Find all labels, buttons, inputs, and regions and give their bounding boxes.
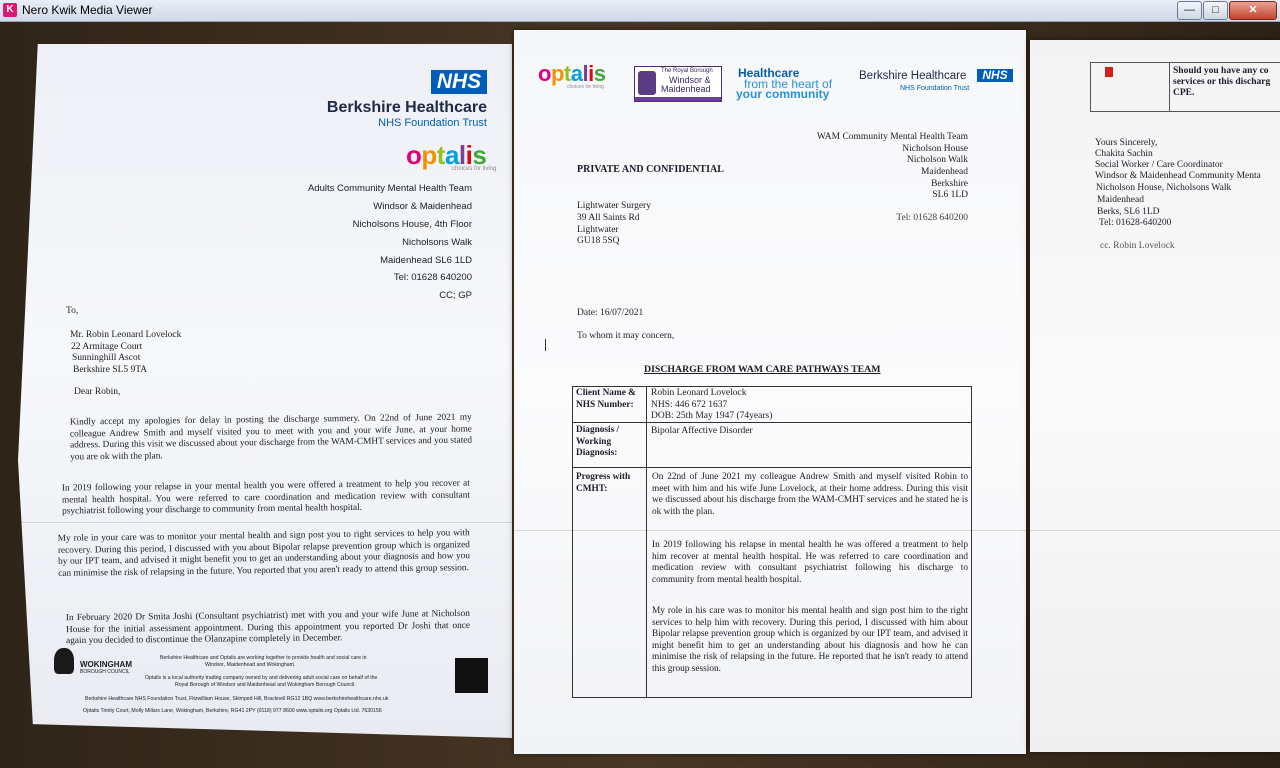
- address-line: Tel: 01628 640200: [393, 272, 472, 283]
- nhs-number: NHS: 446 672 1637: [651, 399, 728, 410]
- footer-line: Optalis is a local authority trading company owned by and delivering adult social care on behalf of the: [145, 675, 378, 681]
- address-line: Nicholsons House, 4th Floor: [352, 219, 472, 230]
- signoff-line: Chakita Sachin: [1095, 149, 1153, 159]
- rbwm-crest-icon: [638, 71, 656, 95]
- address-line: SL6 1LD: [932, 190, 968, 200]
- confidential-label: PRIVATE AND CONFIDENTIAL: [577, 164, 724, 175]
- surgery-line: GU18 5SQ: [577, 236, 620, 246]
- heart-logo-line: Healthcare: [738, 66, 800, 80]
- whom-line: To whom it may concern,: [577, 331, 675, 341]
- surgery-line: Lightwater: [577, 225, 619, 235]
- table-cell-label: Diagnosis / Working Diagnosis:: [572, 422, 647, 468]
- progress-paragraph: In 2019 following his relapse in mental health he was offered a treatment to help him recover at mental health hospital. He was referred to care coordination and medication review with consultant psychiatrist following his discharge to community from mental health hospital.: [652, 540, 968, 585]
- date-line: Date: 16/07/2021: [577, 308, 644, 318]
- address-line: Windsor & Maidenhead: [373, 201, 472, 212]
- close-button[interactable]: ✕: [1229, 1, 1277, 20]
- recipient-line: Berkshire SL5 9TA: [73, 365, 148, 375]
- surgery-line: 39 All Saints Rd: [577, 213, 640, 223]
- tel-line: Tel: 01628 640200: [896, 213, 968, 223]
- window-title: Nero Kwik Media Viewer: [22, 3, 153, 17]
- to-line: To,: [66, 306, 79, 316]
- council-name: WOKINGHAM: [80, 660, 132, 669]
- heart-logo-line: your community: [736, 87, 830, 101]
- table-cell-value: [646, 467, 972, 698]
- rbwm-text: The Royal Borough: [661, 68, 713, 74]
- heart-logo-line: from the heart of: [744, 77, 833, 91]
- text-cursor: [545, 339, 546, 351]
- contact-box: [1090, 62, 1280, 112]
- rbwm-text: Windsor &: [669, 75, 711, 85]
- address-line: Berkshire: [931, 179, 968, 189]
- org-name: Berkshire Healthcare: [326, 99, 487, 116]
- cc-line: CC; GP: [439, 290, 472, 301]
- diagnosis: Bipolar Affective Disorder: [651, 426, 753, 436]
- bh-name: Berkshire Healthcare: [859, 70, 967, 82]
- address-line: Maidenhead SL6 1LD: [380, 255, 472, 266]
- contact-box-line: CPE.: [1173, 88, 1195, 98]
- salutation: Dear Robin,: [74, 387, 121, 397]
- address-line: Nicholson Walk: [906, 155, 968, 165]
- signoff-line: Yours Sincerely,: [1095, 138, 1158, 148]
- body-paragraph: My role in your care was to monitor your mental health and sign post you to right services to help you with recovery. During this period, I discussed with you about Bipolar relapse prevention group which is organized by our IPT team, and advised it might benefit you to get an understanding about your diagnosis and how you can minimise the risk of relapsing in the future. You reported that you aren't ready to attend this group session.: [57, 528, 471, 579]
- progress-paragraph: My role in his care was to monitor his mental health and sign post him to the right services to help him with recovery. During this period, I discussed with him about Bipolar relapse prevention group which is organized by our IPT team, and advised it might benefit him to get an understanding about his diagnosis and how he can minimise the risk of relapsing in the future. He reported that he isn't ready to attend this group session.: [652, 606, 968, 674]
- rbwm-text: Maidenhead: [661, 84, 711, 94]
- address-line: WAM Community Mental Health Team: [816, 132, 968, 142]
- signoff-line: Social Worker / Care Coordinator: [1095, 160, 1223, 170]
- optalis-logo: optalis: [538, 61, 606, 86]
- signoff-line: Maidenhead: [1097, 195, 1144, 205]
- footer-line: Berkshire Healthcare NHS Foundation Trust, Fitzwilliam House, Skimped Hill, Bracknell RG12 1BQ www.berkshirehealthcare.nhs.uk: [85, 696, 389, 702]
- table-cell-value: [646, 386, 972, 423]
- council-crest-icon: [54, 648, 74, 674]
- client-name: Robin Leonard Lovelock: [651, 388, 747, 398]
- progress-paragraph: On 22nd of June 2021 my colleague Andrew Smith and myself visited Robin to meet with him and his wife June Lovelock, at their home address. During this visit we discussed about his discharge from the WAM-CMHT services and he stated he is ok with the plan.: [652, 472, 968, 517]
- table-cell-label: Client Name & NHS Number:: [572, 386, 647, 423]
- footer-line: Royal Borough of Windsor and Maidenhead and Wokingham Borough Council.: [175, 682, 356, 688]
- address-line: Nicholson House: [902, 144, 968, 154]
- redacted-block: [455, 658, 488, 693]
- signoff-line: Windsor & Maidenhead Community Menta: [1095, 171, 1261, 181]
- body-paragraph: Kindly accept my apologies for delay in posting the discharge summery. On 22nd of June 2021 my colleague Andrew Smith and myself visited you to meet with you and your wife June, at your home address. During this visit we discussed about your discharge from the WAM-CMHT services and you stated you are ok with the plan.: [69, 412, 473, 463]
- address-line: Maidenhead: [921, 167, 968, 177]
- org-sub: NHS Foundation Trust: [378, 117, 487, 129]
- rbwm-logo: [634, 66, 722, 102]
- footer-line: Berkshire Healthcare and Optalis are working together to provide health and social care in: [160, 655, 367, 661]
- contact-box-line: Should you have any co: [1173, 66, 1269, 76]
- footer-line: Optalis Trinity Court, Molly Millars Lane, Wokingham, Berkshire, RG41 2PY (0118) 977 8600 www.optalis.org Optalis Ltd. 7630156: [83, 708, 382, 714]
- address-line: Nicholsons Walk: [402, 237, 472, 248]
- council-sub: BOROUGH COUNCIL: [80, 669, 130, 675]
- address-line: Adults Community Mental Health Team: [307, 183, 472, 194]
- minimize-button[interactable]: —: [1177, 1, 1202, 20]
- optalis-tagline: choices for living: [452, 166, 497, 172]
- maximize-button[interactable]: □: [1203, 1, 1228, 20]
- optalis-tagline: choices for living: [567, 84, 604, 90]
- recipient-line: 22 Armitage Court: [71, 342, 143, 352]
- bh-sub: NHS Foundation Trust: [900, 85, 970, 92]
- surgery-line: Lightwater Surgery: [577, 201, 651, 211]
- recipient-line: Sunninghill Ascot: [72, 353, 141, 363]
- pushpin-icon: [1105, 67, 1113, 77]
- nhs-logo: NHS: [431, 70, 487, 94]
- recipient-line: Mr. Robin Leonard Lovelock: [70, 330, 182, 340]
- signoff-line: Nicholson House, Nicholsons Walk: [1096, 183, 1232, 193]
- signoff-line: Berks, SL6 1LD: [1097, 207, 1160, 217]
- signoff-line: Tel: 01628-640200: [1099, 218, 1172, 228]
- contact-box-line: services or this discharg: [1173, 77, 1271, 87]
- window-titlebar: [0, 0, 1280, 22]
- optalis-logo: optalis: [406, 140, 487, 170]
- body-paragraph: In 2019 following your relapse in your mental health you were offered a treatment to help you recover at mental health hospital. You were referred to care coordination and medication review with consultant psychiatrist following your discharge to community from mental health hospital.: [61, 478, 471, 517]
- table-cell-value: [646, 422, 972, 468]
- footer-line: Windsor, Maidenhead and Wokingham.: [205, 662, 296, 668]
- dob: DOB: 25th May 1947 (74years): [651, 411, 773, 421]
- cc-line: cc. Robin Lovelock: [1100, 241, 1175, 251]
- body-paragraph: In February 2020 Dr Smita Joshi (Consultant psychiatrist) met with you and your wife June at Nicholson House for the initial assessment appointment. During this appointment you reported Dr Joshi that once again you decided to discontinue the Olanzapine completely in December.: [65, 608, 471, 647]
- discharge-heading: DISCHARGE FROM WAM CARE PATHWAYS TEAM: [644, 364, 881, 375]
- app-icon: K: [3, 3, 17, 17]
- table-cell-label: Progress with CMHT:: [572, 467, 647, 698]
- nhs-logo: NHS: [977, 69, 1013, 82]
